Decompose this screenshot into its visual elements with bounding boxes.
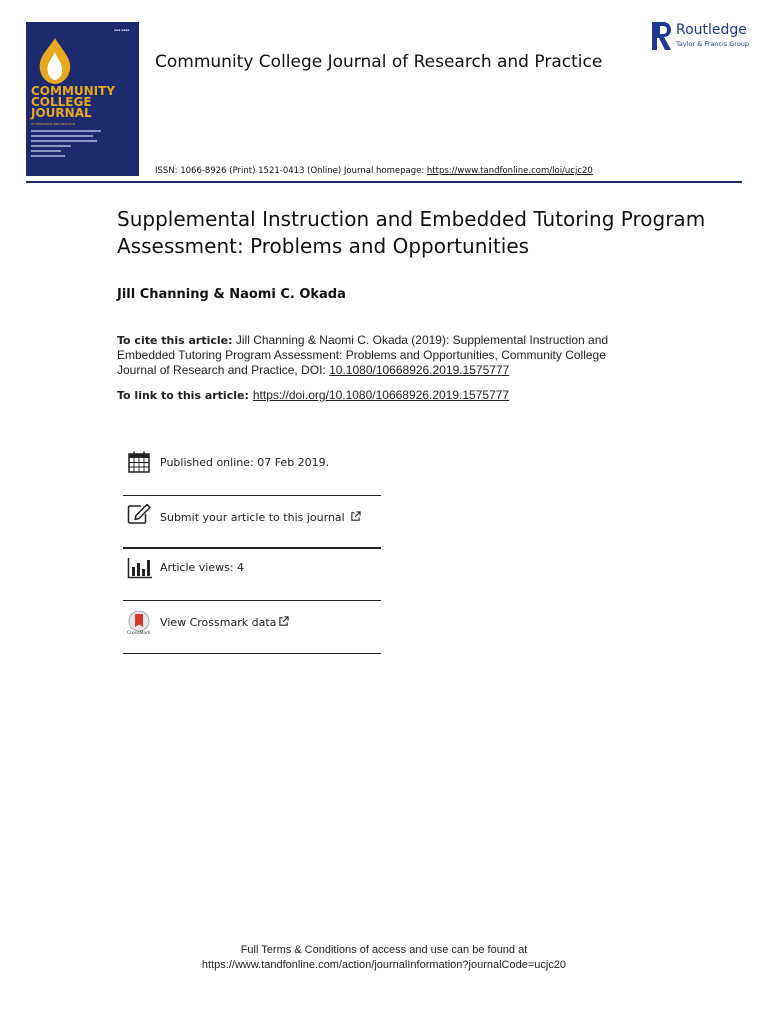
terms-footer [0,943,768,973]
journal-cover-image [26,22,139,176]
article-doi-link[interactable]: https://doi.org/10.1080/10668926.2019.1575777 [252,388,510,402]
cover-corner-text: ▪▪▪ ▪▪▪▪ [114,28,130,32]
cover-title: COMMUNITY COLLEGE JOURNAL [31,84,116,120]
journal-name: Community College Journal of Research and Practice [155,52,603,72]
cover-subtitle: OF RESEARCH AND PRACTICE [31,122,76,126]
info-divider [123,547,381,549]
external-link-icon [350,511,361,522]
publisher-group: Taylor & Francis Group [676,40,750,48]
external-link-icon [278,616,289,627]
issn-text: ISSN: 1066-8926 (Print) 1521-0413 (Online) Journal homepage: [155,166,427,176]
citation-block [117,333,637,378]
routledge-r-icon [652,22,672,50]
cite-text: Jill Channing & Naomi C. Okada (2019): Supplemental Instruction and Embedded Tutoring Program Assessment: Problems and Opportunities, Community College Journal of Research and Practice, DOI: [117,333,609,377]
terms-url[interactable]: https://www.tandfonline.com/action/journalInformation?journalCode=ucjc20 [201,959,567,971]
edit-icon [127,503,151,525]
publisher-logo [652,22,752,52]
crossmark-row[interactable] [123,610,381,638]
published-row [123,450,381,476]
article-link-block [117,388,677,402]
header-divider [26,181,742,183]
article-title: Supplemental Instruction and Embedded Tutoring Program Assessment: Problems and Opportunities [117,207,706,258]
terms-text: Full Terms & Conditions of access and use can be found at [240,944,528,956]
published-date-text: Published online: 07 Feb 2019. [160,456,330,469]
crossmark-logo-text: CrossMark [127,631,151,636]
cite-doi-link[interactable]: 10.1080/10668926.2019.1575777 [329,363,510,377]
article-authors: Jill Channing & Naomi C. Okada [117,287,346,302]
info-divider [123,495,381,496]
publisher-name: Routledge [676,22,747,38]
info-divider [123,653,381,654]
submit-article-row[interactable] [123,503,381,531]
flame-icon [30,36,80,86]
cite-label: To cite this article: [117,334,233,347]
article-views-text: Article views: 4 [160,561,245,574]
bar-chart-icon [127,557,153,579]
link-label: To link to this article: [117,389,249,402]
cover-decorative-lines [31,130,101,160]
issn-line [155,166,593,176]
info-divider [123,600,381,601]
journal-homepage-link[interactable]: https://www.tandfonline.com/loi/ucjc20 [426,166,593,176]
crossmark-link[interactable]: View Crossmark data [160,616,289,629]
article-views-row [123,557,381,581]
calendar-icon [127,450,151,474]
submit-article-link[interactable]: Submit your article to this journal [160,511,361,524]
